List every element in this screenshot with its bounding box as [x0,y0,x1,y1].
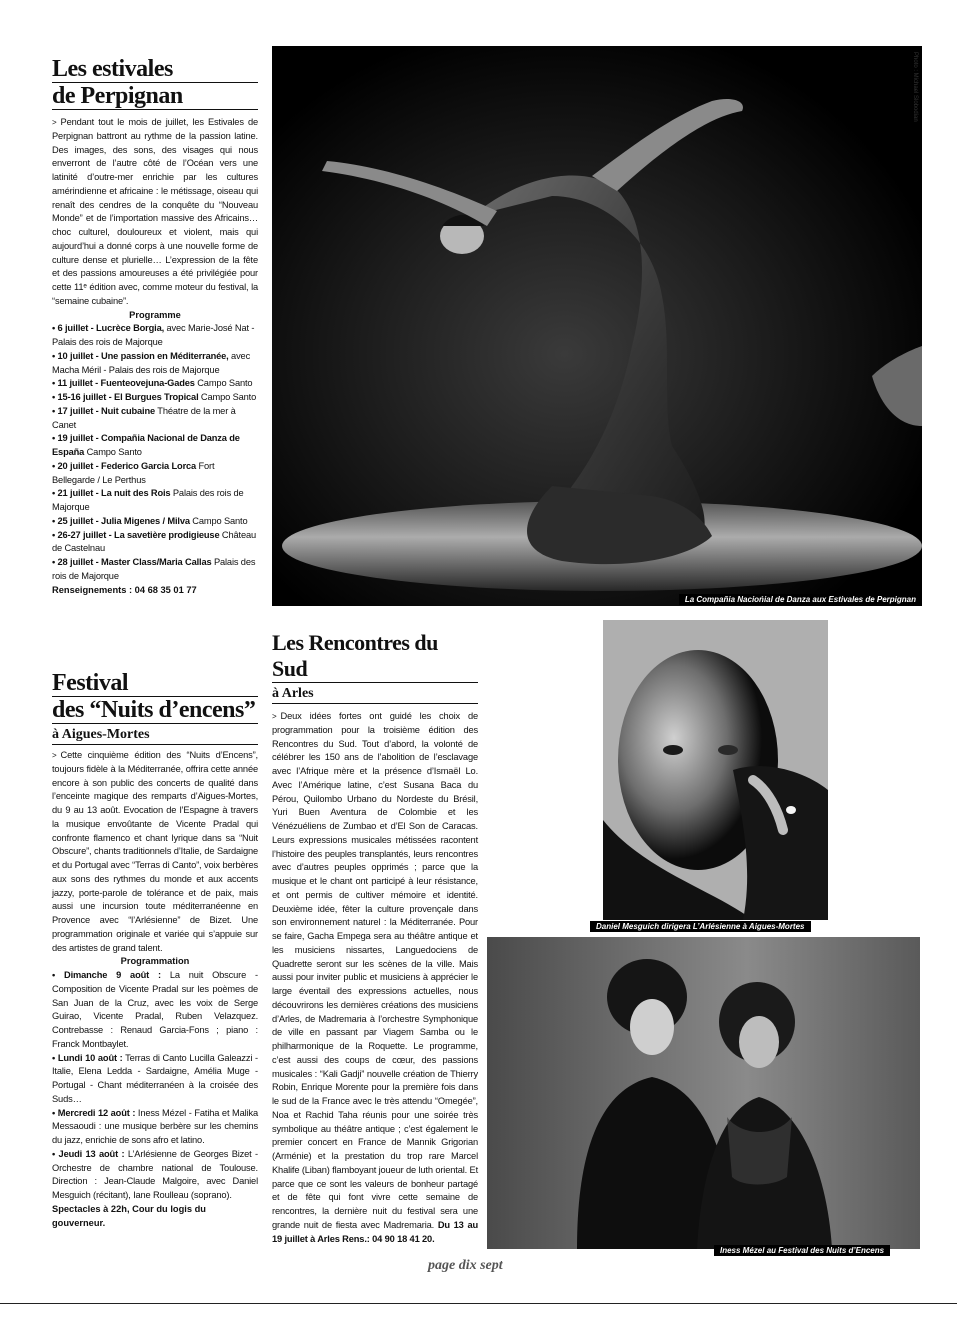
bottom-rule [0,1303,957,1304]
programme-item-date: • 15-16 juillet - El Burgues Tropical [52,392,199,402]
programme-item [52,1107,258,1148]
programme-item [52,377,258,391]
article-rencontres-subtitle: à Arles [272,685,478,704]
programme-item [52,556,258,584]
arrow-icon: > [272,712,277,721]
programme-item-detail: Palais des rois de Majorque [52,557,256,581]
programme-item-date: • Jeudi 13 août : [52,1148,125,1159]
programme-item-date: • 26-27 juillet - La savetière prodigieuse [52,529,220,540]
programme-item [52,322,258,350]
arrow-icon: > [52,118,57,127]
article-nuits-body [52,749,258,955]
programme-item-detail: Campo Santo [189,515,248,526]
article-rencontres [272,630,478,1246]
programme-item-date: • 10 juillet - Une passion en Méditerranée, [52,350,229,361]
programme-item-date: • 28 juillet - Master Class/Maria Callas [52,557,212,567]
dancer-photo [272,46,922,606]
programme-item-detail: Campo Santo [84,447,142,457]
programme-item-date: • Lundi 10 août : [52,1052,123,1063]
mesguich-illustration [603,620,828,920]
programme-item-detail: Palais des rois de Majorque [52,488,244,512]
programme-item [52,432,258,460]
programme-item [52,529,258,557]
programme-item-detail: Campo Santo [198,392,257,402]
article-rencontres-title [272,630,478,683]
programme-item-date: • 25 juillet - Julia Migenes / Milva [52,515,190,526]
programme-item-date: • 17 juillet - Nuit cubaine [52,405,156,416]
article-estivales-body [52,116,258,309]
renseignements: Renseignements : 04 68 35 01 77 [52,584,197,595]
programme-item-detail: Campo Santo [194,378,253,389]
programme-item-date: • 11 juillet - Fuenteovejuna-Gades [52,378,195,389]
mesguich-photo [603,620,828,920]
programme-item [52,460,258,488]
programme-item-detail: avec Marie-José Nat - Palais des rois de Majorque [52,323,255,347]
title-line-1: Les Rencontres du Sud [272,630,478,683]
arrow-icon: > [52,751,57,760]
programme-item-detail: L’Arlésienne de Georges Bizet - Orchestre de chambre national de Toulouse. Direction : Jean-Claude Malgoire, avec Daniel Mesguich (récitant), Iane Roulleau (soprano). [52,1148,258,1200]
programmation-list [52,969,258,1203]
mezel-caption: Iness Mézel au Festival des Nuits d’Encens [714,1245,890,1256]
programme-heading: Programme [129,309,181,320]
programme-item-date: • 6 juillet - Lucrèce Borgia, [52,323,165,334]
programme-item-detail: Château de Castelnau [52,529,257,554]
programme-item-date: • Mercredi 12 août : [52,1107,136,1118]
article-nuits-encens [52,670,258,1230]
programme-item [52,405,258,433]
article-nuits-subtitle: à Aigues-Mortes [52,726,258,745]
dancer-caption: La Compañia Naciońial de Danza aux Estivales de Perpignan [679,594,922,605]
article-rencontres-body [272,710,478,1246]
mezel-illustration [487,937,920,1249]
programme-item-detail: La nuit Obscure - Composition de Vicente Pradal sur les poèmes de San Juan de la Cruz, avec les voix de Serge Guirao, Vicente Pradal, Ruben Velazquez. Contrebasse : Renaud Garcia-Fons ; piano : Franck Montbaylet. [52,970,258,1049]
mezel-photo [487,937,920,1249]
programme-item [52,487,258,515]
article-estivales-title [52,56,258,110]
page-number: page dix sept [428,1258,503,1273]
programme-item [52,1052,258,1107]
photo-credit: Photo : Michael Slobodian [912,52,918,122]
programmation-heading: Programmation [120,956,190,967]
programme-item-date: • 20 juillet - Federico Garcia Lorca [52,460,197,471]
spectacles-closing: Spectacles à 22h, Cour du logis du gouverneur. [52,1203,206,1228]
programme-item [52,350,258,378]
programme-item-detail: avec Macha Méril - Palais des rois de Majorque [52,350,251,375]
programme-item-date: • 19 juillet - Compañia Nacional de Danza de España [52,433,240,457]
programme-item [52,1148,258,1203]
programme-item-detail: Iness Mézel - Fatiha et Malika Messaoudi : une musique berbère sur les chemins du jazz, enrichie de sons afro et latino. [52,1107,259,1145]
programme-item [52,391,258,405]
dancer-illustration [272,46,922,606]
title-line-2: de Perpignan [52,83,258,110]
title-line-1: Festival [52,670,258,697]
body-text: Pendant tout le mois de juillet, les Estivales de Perpignan battront au rythme de la passion latine. Des images, des sons, des visages qui nous enverront de l’autre côté de l’Océan vers une latinité d’outre-mer enrichie par les cultures amérindienne et africaine : le métissage, oiseau qui renaît des cendres de la conquête du “Nouveau Monde” et de l’importation massive des Africains… choc culturel, douloureux et violent, mais qui aujourd’hui a donné corps à une nouvelle forme de culture dense et plurielle… L’expression de la fête et des passions amoureuses a été privilégiée pour cette 11ᵉ édition avec, comme moteur du festival, la “semaine cubaine”. [52,117,258,306]
programme-item-detail: Fort Bellegarde / Le Perthus [52,460,215,485]
article-estivales [52,56,258,597]
programme-item-detail: Terras di Canto Lucilla Galeazzi - Italie, Elena Ledda - Sardaigne, Amélia Muge - Portugal - Chant méditerranéen à la croisée des Suds… [52,1052,258,1104]
rencontres-closing: Du 13 au 19 juillet à Arles Rens.: 04 90 18 41 20. [272,1219,478,1244]
programme-item [52,969,258,1052]
article-nuits-title [52,670,258,724]
title-line-1: Les estivales [52,56,258,83]
programme-item [52,515,258,529]
body-text: Cette cinquième édition des “Nuits d’Encens”, toujours fidèle à la Méditerranée, offrira cette année encore à son public des concerts de qualité dans l’enceinte magique des remparts d’Aigues-Mortes, du 9 au 13 août. Evocation de l’Espagne à travers la musique envoûtante de Vicente Pradal qui confronte flamenco et chant lyrique dans sa “Nuit Obscure”, chants traditionnels d’Italie, de Sardaigne et du Portugal avec “Terras di Canto”, voix berbères aux sons des rythmes du monde et aux accents jazzy, porte-parole de tolérance et de paix, mais aussi une incursion toute méditerranéenne en Provence avec “l’Arlésienne” de Bizet. Une programmation originale et variée qui s’appuie sur des artistes de grand talent. [52,750,258,953]
programme-item-date: • Dimanche 9 août : [52,970,161,980]
programme-item-detail: Théatre de la mer à Canet [52,405,236,430]
programme-list [52,322,258,583]
mesguich-caption: Daniel Mesguich dirigera L’Arlésienne à Aigues-Mortes [590,921,811,932]
programme-item-date: • 21 juillet - La nuit des Rois [52,488,171,499]
title-line-2: des “Nuits d’encens” [52,697,258,724]
body-text: Deux idées fortes ont guidé les choix de programmation pour la troisième édition des Rencontres du Sud. Tout d’abord, la volonté de célébrer les 150 ans de l’abolition de l’esclavage avec l’Afrique mère et la présence d’Ismaël Lo. Avec l’Amérique latine, c’est Susana Baca du Pérou, Quilombo Urbano du Nordeste du Brésil, Yuri Buen Aventura de Colombie et les Vénézuéliens de Zumbao et d’El Son de Caracas. Leurs expressions musicales métissées racontent l’histoire des peuples transplantés, leurs rencontres avec d’autres peuples opprimés ; parce que la musique et le chant ont participé à leur résistance, et ont permis de cultiver mémoire et identité. Deuxième idée, fêter la culture provençale dans son environnement naturel : la Méditerranée. Pour se faire, Gacha Empega sera au théâtre antique et les musiciens nissartes, Languedociens de Quadrette seront sur les scènes de la ville. Mais aussi pour inviter public et musiciens à apprécier le large éventail des expressions actuelles, nous découvrirons les dernières créations des musiciens d’Arles, de Madremaria à l’orchestre Symphonique de ville en passant par Viagem Samba ou le philharmonique de la Roquette. Le programme, c’est aussi des coups de cœur, des passions musicales : “Kali Gadji” nouvelle création de Thierry Robin, Enrique Morente pour la première fois dans le sud de la France avec le très attendu “Omegée”, Noa et Rachid Taha réunis pour une soirée très symbolique au théâtre antique ; c’est également le premier concert en France de Mannik Grigorian (Arménie) et la prestation du trop rare Marcel Khalife (Liban) flamboyant joueur de luth oriental. Et parce que ce sont les valeurs de bonheur partagé et de fête qui font vivre cette semaine de rencontres, la dernière nuit du festival sera une grande nuit de fiesta avec Madremaria. [272,711,478,1230]
